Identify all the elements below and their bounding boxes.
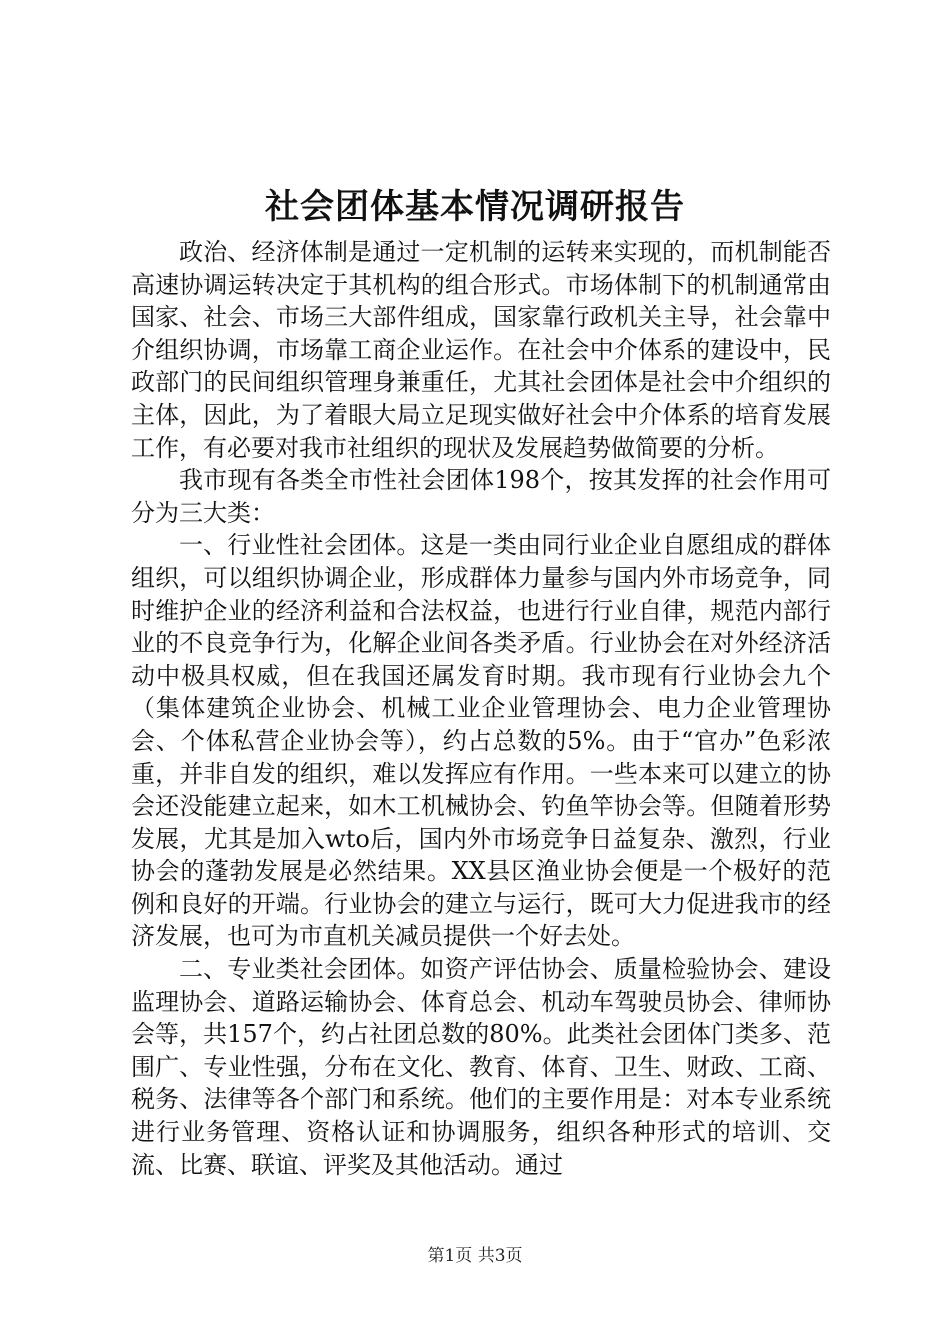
paragraph-overview: 我市现有各类全市性社会团体198个，按其发挥的社会作用可分为三大类： <box>131 466 831 527</box>
paragraph-industry-associations: 一、行业性社会团体。这是一类由同行业企业自愿组成的群体组织，可以组织协调企业，形成群体力量参与国内外市场竞争，同时维护企业的经济利益和合法权益，也进行行业自律，规范内部行业的不良竞争行为，化解企业间各类矛盾。行业协会在对外经济活动中极具权威，但在我国还属发育时期。我市现有行业协会九个（集体建筑企业协会、机械工业企业管理协会、电力企业管理协会、个体私营企业协会等），约占总数的5%。由于“官办”色彩浓重，并非自发的组织，难以发挥应有作用。一些本来可以建立的协会还没能建立起来，如木工机械协会、钓鱼竿协会等。但随着形势发展，尤其是加入wto后，国内外市场竞争日益复杂、激烈，行业协会的蓬勃发展是必然结果。XX县区渔业协会便是一个极好的范例和良好的开端。行业协会的建立与运行，既可大力促进我市的经济发展，也可为市直机关减员提供一个好去处。 <box>131 531 831 951</box>
document-title: 社会团体基本情况调研报告 <box>265 187 685 227</box>
paragraph-professional-associations: 二、专业类社会团体。如资产评估协会、质量检验协会、建设监理协会、道路运输协会、体育总会、机动车驾驶员协会、律师协会等，共157个，约占社团总数的80%。此类社会团体门类多、范围广、专业性强，分布在文化、教育、体育、卫生、财政、工商、税务、法律等各个部门和系统。他们的主要作用是：对本专业系统进行业务管理、资格认证和协调服务，组织各种形式的培训、交流、比赛、联谊、评奖及其他活动。通过 <box>131 955 831 1179</box>
paragraph-intro: 政治、经济体制是通过一定机制的运转来实现的，而机制能否高速协调运转决定于其机构的组合形式。市场体制下的机制通常由国家、社会、市场三大部件组成，国家靠行政机关主导，社会靠中介组织协调，市场靠工商企业运作。在社会中介体系的建设中，民政部门的民间组织管理身兼重任，尤其社会团体是社会中介组织的主体，因此，为了着眼大局立足现实做好社会中介体系的培育发展工作，有必要对我市社组织的现状及发展趋势做简要的分析。 <box>131 238 831 462</box>
document-body <box>131 236 831 1181</box>
page-number-footer: 第1页 共3页 <box>427 1246 523 1266</box>
